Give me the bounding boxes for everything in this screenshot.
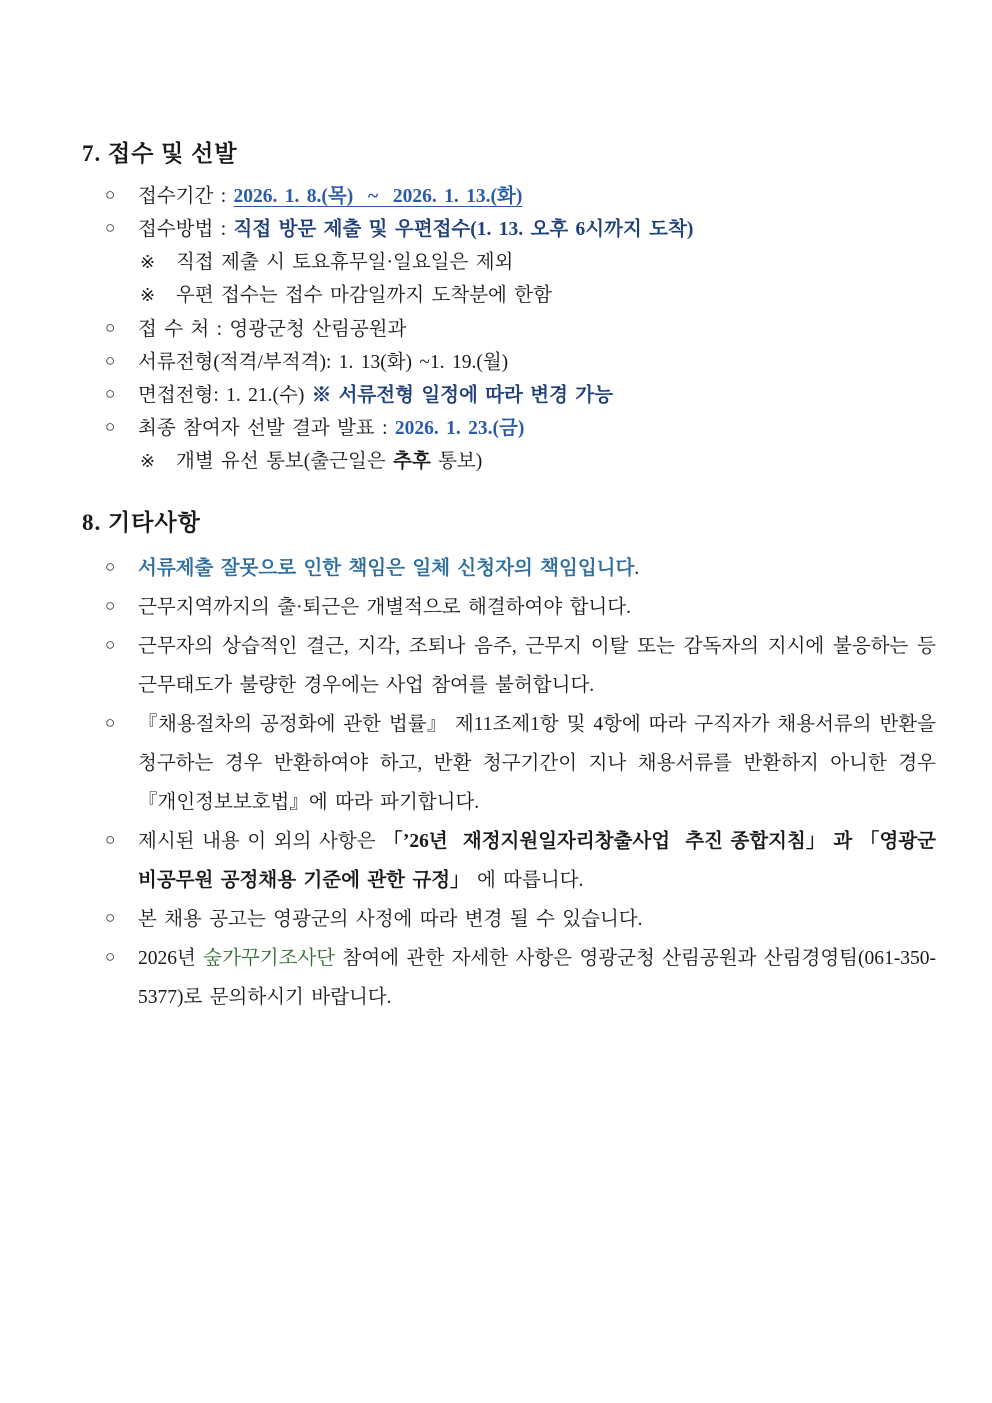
section-7-application-and-selection bbox=[82, 135, 936, 478]
item-text bbox=[138, 412, 936, 445]
text-segment: 직접 제출 시 토요휴무일·일요일은 제외 bbox=[176, 252, 514, 274]
note-individual-notification bbox=[140, 445, 936, 478]
circle-bullet: ○ bbox=[105, 947, 116, 967]
item-text bbox=[176, 279, 936, 312]
text-segment: 제시된 내용 이 외의 사항은 bbox=[138, 831, 384, 853]
item-text bbox=[138, 939, 936, 1017]
list-item-interview bbox=[105, 379, 936, 412]
section-7-items bbox=[105, 180, 936, 478]
text-segment: 개별 유선 통보(출근일은 bbox=[176, 451, 393, 473]
list-item-contact-info bbox=[105, 939, 936, 1017]
circle-bullet: ○ bbox=[105, 557, 116, 577]
list-item-guideline-reference bbox=[105, 822, 944, 900]
text-segment: 우편 접수는 접수 마감일까지 도착분에 한함 bbox=[176, 285, 552, 307]
circle-bullet: ○ bbox=[105, 908, 116, 928]
text-segment: 최종 참여자 선발 결과 발표 : bbox=[138, 417, 395, 439]
item-text bbox=[138, 588, 936, 627]
text-segment: 면접전형: 1. 21.(수) bbox=[138, 384, 312, 406]
note-mail-submission bbox=[140, 279, 936, 312]
text-segment: 2026년 bbox=[138, 948, 204, 970]
text-segment: 근무지역까지의 출·퇴근은 개별적으로 해결하여야 합니다. bbox=[138, 597, 631, 619]
circle-bullet: ○ bbox=[105, 218, 116, 238]
item-text bbox=[138, 549, 936, 588]
text-segment: 『채용절차의 공정화에 관한 법률』 제11조제1항 및 4항에 따라 구직자가 채용서류의 반환을 청구하는 경우 반환하여야 하고, 반환 청구기간이 지나 채용서류를 반환하지 아니한 경우 『개인정보보호법』에 따라 파기합니다. bbox=[138, 714, 944, 814]
item-text bbox=[138, 705, 944, 822]
note-direct-submission bbox=[140, 246, 936, 279]
circle-bullet: ○ bbox=[105, 830, 116, 850]
text-segment: 본 채용 공고는 영광군의 사정에 따라 변경 될 수 있습니다. bbox=[138, 909, 643, 931]
item-text bbox=[176, 445, 936, 478]
list-item-final-result bbox=[105, 412, 936, 445]
item-text bbox=[138, 822, 944, 900]
text-segment: . bbox=[634, 558, 640, 580]
item-text bbox=[138, 627, 944, 705]
text-segment: 접 수 처 : 영광군청 산림공원과 bbox=[138, 318, 407, 340]
item-text bbox=[138, 900, 936, 939]
circle-bullet: ○ bbox=[105, 713, 116, 733]
reference-mark: ※ bbox=[140, 285, 156, 306]
guideline-titles: 「’26년 재정지원일자리창출사업 추진 종합지침」 과 「영광군 비공무원 공정채용 기준에 관한 규정」 bbox=[138, 831, 944, 892]
circle-bullet: ○ bbox=[105, 317, 116, 337]
section-8-title: 8. 기타사항 bbox=[82, 510, 201, 536]
item-text bbox=[176, 246, 936, 279]
item-text bbox=[138, 313, 936, 346]
list-item-commuting bbox=[105, 588, 936, 627]
text-segment: 통보) bbox=[430, 451, 483, 473]
list-item-application-period bbox=[105, 180, 936, 213]
item-text bbox=[138, 379, 936, 412]
text-segment: 접수기간 : bbox=[138, 186, 234, 207]
final-result-date: 2026. 1. 23.(금) bbox=[394, 417, 525, 439]
circle-bullet: ○ bbox=[105, 596, 116, 616]
list-item-notice-change bbox=[105, 900, 936, 939]
text-segment: 에 따릅니다. bbox=[469, 870, 584, 892]
circle-bullet: ○ bbox=[105, 185, 116, 204]
text-segment: 서류전형(적격/부적격): 1. 13(화) ~1. 19.(월) bbox=[138, 351, 509, 373]
circle-bullet: ○ bbox=[105, 416, 116, 436]
list-item-submission-place bbox=[105, 313, 936, 346]
contact-phone-text: 참여에 관한 자세한 사항은 영광군청 산림공원과 산림경영팀(061-350-5377)로 문의하시기 바랍니다. bbox=[138, 948, 936, 1009]
circle-bullet: ○ bbox=[105, 350, 116, 370]
responsibility-warning: 서류제출 잘못으로 인한 책임은 일체 신청자의 책임입니다 bbox=[138, 558, 635, 580]
item-text bbox=[138, 346, 936, 379]
section-7-title: 7. 접수 및 선발 bbox=[82, 141, 238, 166]
list-item-document-return-law bbox=[105, 705, 944, 822]
text-segment: 접수방법 : bbox=[138, 219, 234, 241]
text-segment-bold: 추후 bbox=[393, 451, 431, 473]
list-item-responsibility bbox=[105, 549, 936, 588]
circle-bullet: ○ bbox=[105, 635, 116, 655]
interview-change-note: ※ 서류전형 일정에 따라 변경 가능 bbox=[311, 384, 613, 406]
list-item-application-method bbox=[105, 213, 936, 246]
section-8-other-matters bbox=[82, 504, 944, 1017]
item-text bbox=[138, 213, 936, 246]
list-item-document-screening bbox=[105, 346, 936, 379]
application-method-value: 직접 방문 제출 및 우편접수(1. 13. 오후 6시까지 도착) bbox=[233, 219, 694, 241]
list-item-work-attitude bbox=[105, 627, 944, 705]
circle-bullet: ○ bbox=[105, 383, 116, 403]
text-segment: 근무자의 상습적인 결근, 지각, 조퇴나 음주, 근무지 이탈 또는 감독자의 지시에 불응하는 등 근무태도가 불량한 경우에는 사업 참여를 불허합니다. bbox=[138, 636, 944, 697]
reference-mark: ※ bbox=[140, 451, 156, 472]
item-text bbox=[138, 180, 936, 213]
program-name-forest-survey-team: 숲가꾸기조사단 bbox=[203, 948, 336, 970]
section-8-items bbox=[105, 549, 944, 1017]
application-period-dates: 2026. 1. 8.(목) ~ 2026. 1. 13.(화) bbox=[233, 186, 523, 207]
reference-mark: ※ bbox=[140, 252, 156, 273]
